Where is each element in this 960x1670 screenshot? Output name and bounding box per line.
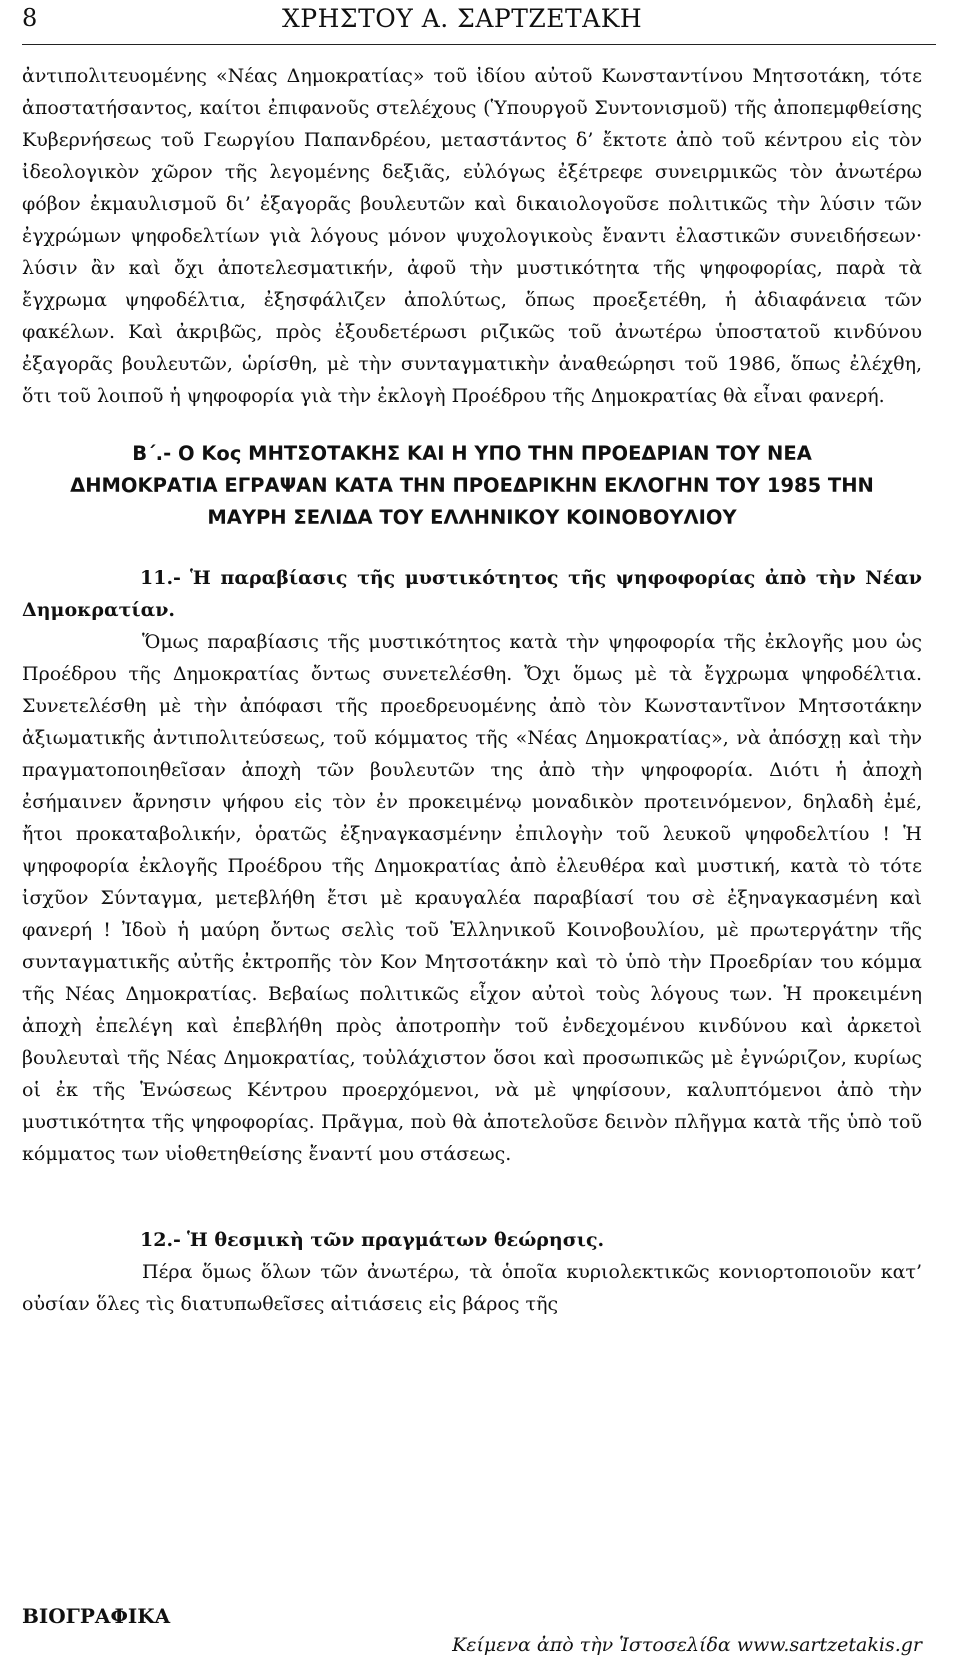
subsection-11-number: 11.- bbox=[140, 567, 181, 589]
subsection-12-title: Ἡ θεσμικὴ τῶν πραγμάτων θεώρησις. bbox=[187, 1229, 605, 1251]
section-heading-b: Β΄.- Ο Κος ΜΗΤΣΟΤΑΚΗΣ ΚΑΙ Η ΥΠΟ ΤΗΝ ΠΡΟΕΔΡΙΑΝ ΤΟΥ ΝΕΑ ΔΗΜΟΚΡΑΤΙΑ ΕΓΡΑΨΑΝ ΚΑΤΑ ΤΗΝ ΠΡΟΕΔΡΙΚΗΝ ΕΚΛΟΓΗΝ ΤΟΥ 1985 ΤΗΝ ΜΑΥΡΗ ΣΕΛΙΔΑ ΤΟΥ ΕΛΛΗΝΙΚΟΥ ΚΟΙΝΟΒΟΥΛΙΟΥ bbox=[70, 442, 874, 529]
subsection-12-heading bbox=[22, 1224, 922, 1256]
paragraph-2: Ὅμως παραβίασις τῆς μυστικότητος κατὰ τὴν ψηφοφορία τῆς ἐκλογῆς μου ὡς Προέδρου τῆς Δημοκρατίας ὄντως συνετελέσθη. Ὄχι ὅμως μὲ τὰ ἔγχρωμα ψηφοδέλτια. Συνετελέσθη μὲ τὴν ἀπόφασι τῆς προεδρευομένης ἀπὸ τὸν Κωνσταντῖνον Μητσοτάκην ἀξιωματικῆς ἀντιπολιτεύσεως, τοῦ κόμματος τῆς «Νέας Δημοκρατίας», νὰ ἀπόσχῃ καὶ τὴν πραγματοποιηθεῖσαν ἀποχὴ τῶν βουλευτῶν της ἀπὸ τὴν ψηφοφορία. Διότι ἡ ἀποχὴ ἐσήμαινεν ἄρνησιν ψήφου εἰς τὸν ἐν προκειμένῳ μοναδικὸν προτεινόμενον, δηλαδὴ ἐμέ, ἤτοι προκαταβολικήν, ὁρατῶς ἐξηναγκασμένην ἐπιλογὴν τοῦ λευκοῦ ψηφοδελτίου ! Ἡ ψηφοφορία ἐκλογῆς Προέδρου τῆς Δημοκρατίας ἀπὸ ἐλευθέρα καὶ μυστική, κατὰ τὸ τότε ἰσχῦον Σύνταγμα, μετεβλήθη ἔτσι μὲ κραυγαλέα παραβίασί του σὲ ἐξηναγκασμένη καὶ φανερή ! Ἰδοὺ ἡ μαύρη ὄντως σελὶς τοῦ Ἑλληνικοῦ Κοινοβουλίου, μὲ πρωτεργάτην τῆς συνταγματικῆς αὐτῆς ἐκτροπῆς τὸν Κον Μητσοτάκην καὶ τὸ ὑπὸ τὴν Προεδρίαν του κόμμα τῆς Νέας Δημοκρατίας. Βεβαίως πολιτικῶς εἶχον αὐτοὶ τοὺς λόγους των. Ἡ προκειμένη ἀποχὴ ἐπελέγη καὶ ἐπεβλήθη πρὸς ἀποτροπὴν τοῦ ἐνδεχομένου κινδύνου καὶ ἀρκετοὶ βουλευταὶ τῆς Νέας Δημοκρατίας, τοὐλάχιστον ὅσοι καὶ προσωπικῶς μὲ ἐγνώριζον, κυρίως οἱ ἐκ τῆς Ἑνώσεως Κέντρου προερχόμενοι, νὰ μὲ ψηφίσουν, καλυπτόμενοι ἀπὸ τὴν μυστικότητα τῆς ψηφοφορίας. Πρᾶγμα, ποὺ θὰ ἀποτελοῦσε δεινὸν πλῆγμα κατὰ τῆς ὑπὸ τοῦ κόμματος των υἱοθετηθείσης ἔναντί μου στάσεως. bbox=[22, 631, 922, 1165]
subsection-11-heading bbox=[22, 562, 922, 626]
footer-section-label: ΒΙΟΓΡΑΦΙΚΑ bbox=[22, 1604, 171, 1628]
paragraph-1: ἀντιπολιτευομένης «Νέας Δημοκρατίας» τοῦ ἰδίου αὐτοῦ Κωνσταντίνου Μητσοτάκη, τότε ἀποστατήσαντος, καίτοι ἐπιφανοῦς στελέχους (Ὑπουργοῦ Συντονισμοῦ) τῆς ἀποπεμφθείσης Κυβερνήσεως τοῦ Γεωργίου Παπανδρέου, μεταστάντος δ’ ἔκτοτε ἀπὸ τοῦ κέντρου εἰς τὸν ἰδεολογικὸν χῶρον τῆς λεγομένης δεξιᾶς, εὐλόγως ἐξέτρεφε συνειρμικῶς τὸν ἀνωτέρω φόβον ἐκμαυλισμοῦ δι’ ἐξαγορᾶς βουλευτῶν καὶ δικαιολογοῦσε πολιτικῶς τὴν λύσιν τῶν ἐγχρώμων ψηφοδελτίων γιὰ λόγους μόνον ψυχολογικοὺς ἔναντι ἐλαστικῶν συνειδήσεων· λύσιν ἂν καὶ ὄχι ἀποτελεσματικήν, ἀφοῦ τὴν μυστικότητα τῆς ψηφοφορίας, παρὰ τὰ ἔγχρωμα ψηφοδέλτια, ἐξησφάλιζεν ἀπολύτως, ὅπως προεξετέθη, ἡ ἀδιαφάνεια τῶν φακέλων. Καὶ ἀκριβῶς, πρὸς ἐξουδετέρωσι ριζικῶς τοῦ ἀνωτέρω ὑποστατοῦ κινδύνου ἐξαγορᾶς βουλευτῶν, ὡρίσθη, μὲ τὴν συνταγματικὴν ἀναθεώρησι τοῦ 1986, ὅπως ἐλέχθη, ὅτι τοῦ λοιποῦ ἡ ψηφοφορία γιὰ τὴν ἐκλογὴ Προέδρου τῆς Δημοκρατίας θὰ εἶναι φανερή. bbox=[22, 65, 922, 407]
running-title: ΧΡΗΣΤΟΥ Α. ΣΑΡΤΖΕΤΑΚΗ bbox=[282, 4, 643, 33]
page-footer bbox=[22, 1604, 922, 1664]
page-header bbox=[22, 4, 936, 45]
paragraph-3: Πέρα ὅμως ὅλων τῶν ἀνωτέρω, τὰ ὁποῖα κυριολεκτικῶς κονιορτοποιοῦν κατ’ οὐσίαν ὅλες τὶς διατυπωθεῖσες αἰτιάσεις εἰς βάρος τῆς bbox=[22, 1261, 922, 1315]
page-number: 8 bbox=[22, 4, 38, 32]
subsection-12-number: 12.- bbox=[140, 1229, 181, 1251]
subsection-11-title: Ἡ παραβίασις τῆς μυστικότητος τῆς ψηφοφορίας ἀπὸ τὴν Νέαν Δημοκρατίαν. bbox=[22, 567, 922, 621]
document-body bbox=[22, 60, 922, 1320]
footer-source: Κείμενα ἀπὸ τὴν Ἱστοσελίδα www.sartzetakis.gr bbox=[452, 1634, 922, 1656]
